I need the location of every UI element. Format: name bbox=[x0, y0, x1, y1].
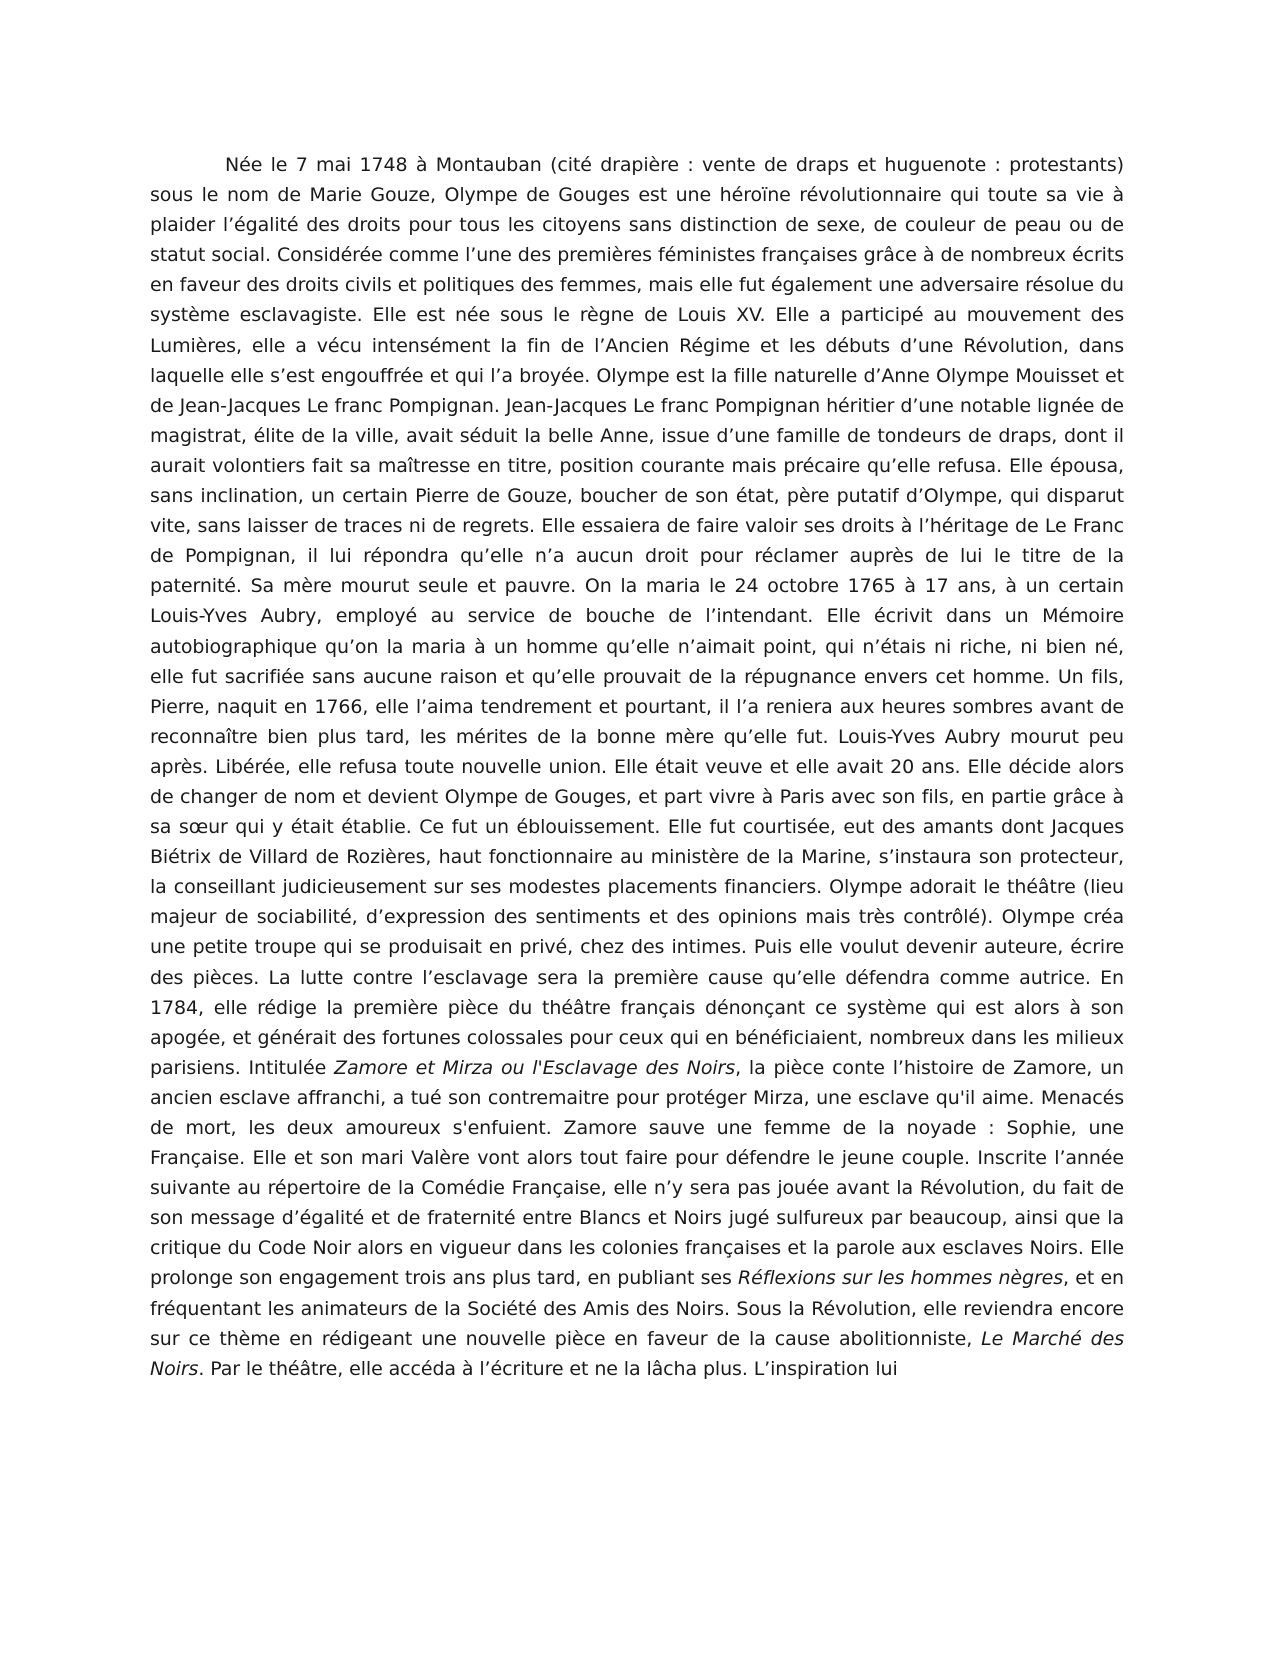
paragraph-text-part-4: . Par le théâtre, elle accéda à l’écriture et ne la lâcha plus. L’inspiration lui bbox=[198, 1357, 898, 1380]
paragraph-text-part-1: Née le 7 mai 1748 à Montauban (cité drapière : vente de draps et huguenote : protestants) sous le nom de Marie Gouze, Olympe de Gouges est une héroïne révolutionnaire qui toute sa vie à plaider l’égalité des droits pour tous les citoyens sans distinction de sexe, de couleur de peau ou de statut social. Considérée comme l’une des premières féministes françaises grâce à de nombreux écrits en faveur des droits civils et politiques des femmes, mais elle fut également une adversaire résolue du système esclavagiste. Elle est née sous le règne de Louis XV. Elle a participé au mouvement des Lumières, elle a vécu intensément la fin de l’Ancien Régime et les débuts d’une Révolution, dans laquelle elle s’est engouffrée et qui l’a broyée. Olympe est la fille naturelle d’Anne Olympe Mouisset et de Jean-Jacques Le franc Pompignan. Jean-Jacques Le franc Pompignan héritier d’une notable lignée de magistrat, élite de la ville, avait séduit la belle Anne, issue d’une famille de tondeurs de draps, dont il aurait volontiers fait sa maîtresse en titre, position courante mais précaire qu’elle refusa. Elle épousa, sans inclination, un certain Pierre de Gouze, boucher de son état, père putatif d’Olympe, qui disparut vite, sans laisser de traces ni de regrets. Elle essaiera de faire valoir ses droits à l’héritage de Le Franc de Pompignan, il lui répondra qu’elle n’a aucun droit pour réclamer auprès de lui le titre de la paternité. Sa mère mourut seule et pauvre. On la maria le 24 octobre 1765 à 17 ans, à un certain Louis-Yves Aubry, employé au service de bouche de l’intendant. Elle écrivit dans un Mémoire autobiographique qu’on la maria à un homme qu’elle n’aimait point, qui n’étais ni riche, ni bien né, elle fut sacrifiée sans aucune raison et qu’elle prouvait de la répugnance envers cet homme. Un fils, Pierre, naquit en 1766, elle l’aima tendrement et pourtant, il l’a reniera aux heures sombres avant de reconnaître bien plus tard, les mérites de la bonne mère qu’elle fut. Louis-Yves Aubry mourut peu après. Libérée, elle refusa toute nouvelle union. Elle était veuve et elle avait 20 ans. Elle décide alors de changer de nom et devient Olympe de Gouges, et part vivre à Paris avec son fils, en partie grâce à sa sœur qui y était établie. Ce fut un éblouissement. Elle fut courtisée, eut des amants dont Jacques Biétrix de Villard de Rozières, haut fonctionnaire au ministère de la Marine, s’instaura son protecteur, la conseillant judicieusement sur ses modestes placements financiers. Olympe adorait le théâtre (lieu majeur de sociabilité, d’expression des sentiments et des opinions mais très contrôlé). Olympe créa une petite troupe qui se produisait en privé, chez des intimes. Puis elle voulut devenir auteure, écrire des pièces. La lutte contre l’esclavage sera la première cause qu’elle défendra comme autrice. En 1784, elle rédige la première pièce du théâtre français dénonçant ce système qui est alors à son apogée, et générait des fortunes colossales pour ceux qui en bénéficiaient, nombreux dans les milieux parisiens. Intitulée bbox=[150, 154, 1124, 1079]
work-title-reflexions: Réflexions sur les hommes nègres bbox=[738, 1267, 1064, 1290]
play-title-zamore-et-mirza: Zamore et Mirza ou l'Esclavage des Noirs bbox=[334, 1056, 736, 1079]
body-paragraph bbox=[150, 150, 1124, 1384]
paragraph-text-part-2: , la pièce conte l’histoire de Zamore, un ancien esclave affranchi, a tué son contremaitre pour protéger Mirza, une esclave qu'il aime. Menacés de mort, les deux amoureux s'enfuient. Zamore sauve une femme de la noyade : Sophie, une Française. Elle et son mari Valère vont alors tout faire pour défendre le jeune couple. Inscrite l’année suivante au répertoire de la Comédie Française, elle n’y sera pas jouée avant la Révolution, du fait de son message d’égalité et de fraternité entre Blancs et Noirs jugé sulfureux par beaucoup, ainsi que la critique du Code Noir alors en vigueur dans les colonies françaises et la parole aux esclaves Noirs. Elle prolonge son engagement trois ans plus tard, en publiant ses bbox=[150, 1056, 1124, 1290]
paragraph-text-part-3: , et en fréquentant les animateurs de la Société des Amis des Noirs. Sous la Révolution, elle reviendra encore sur ce thème en rédigeant une nouvelle pièce en faveur de la cause abolitionniste, bbox=[150, 1267, 1124, 1350]
play-title-le-marche-des-noirs: Le Marché des Noirs bbox=[150, 1327, 1125, 1380]
